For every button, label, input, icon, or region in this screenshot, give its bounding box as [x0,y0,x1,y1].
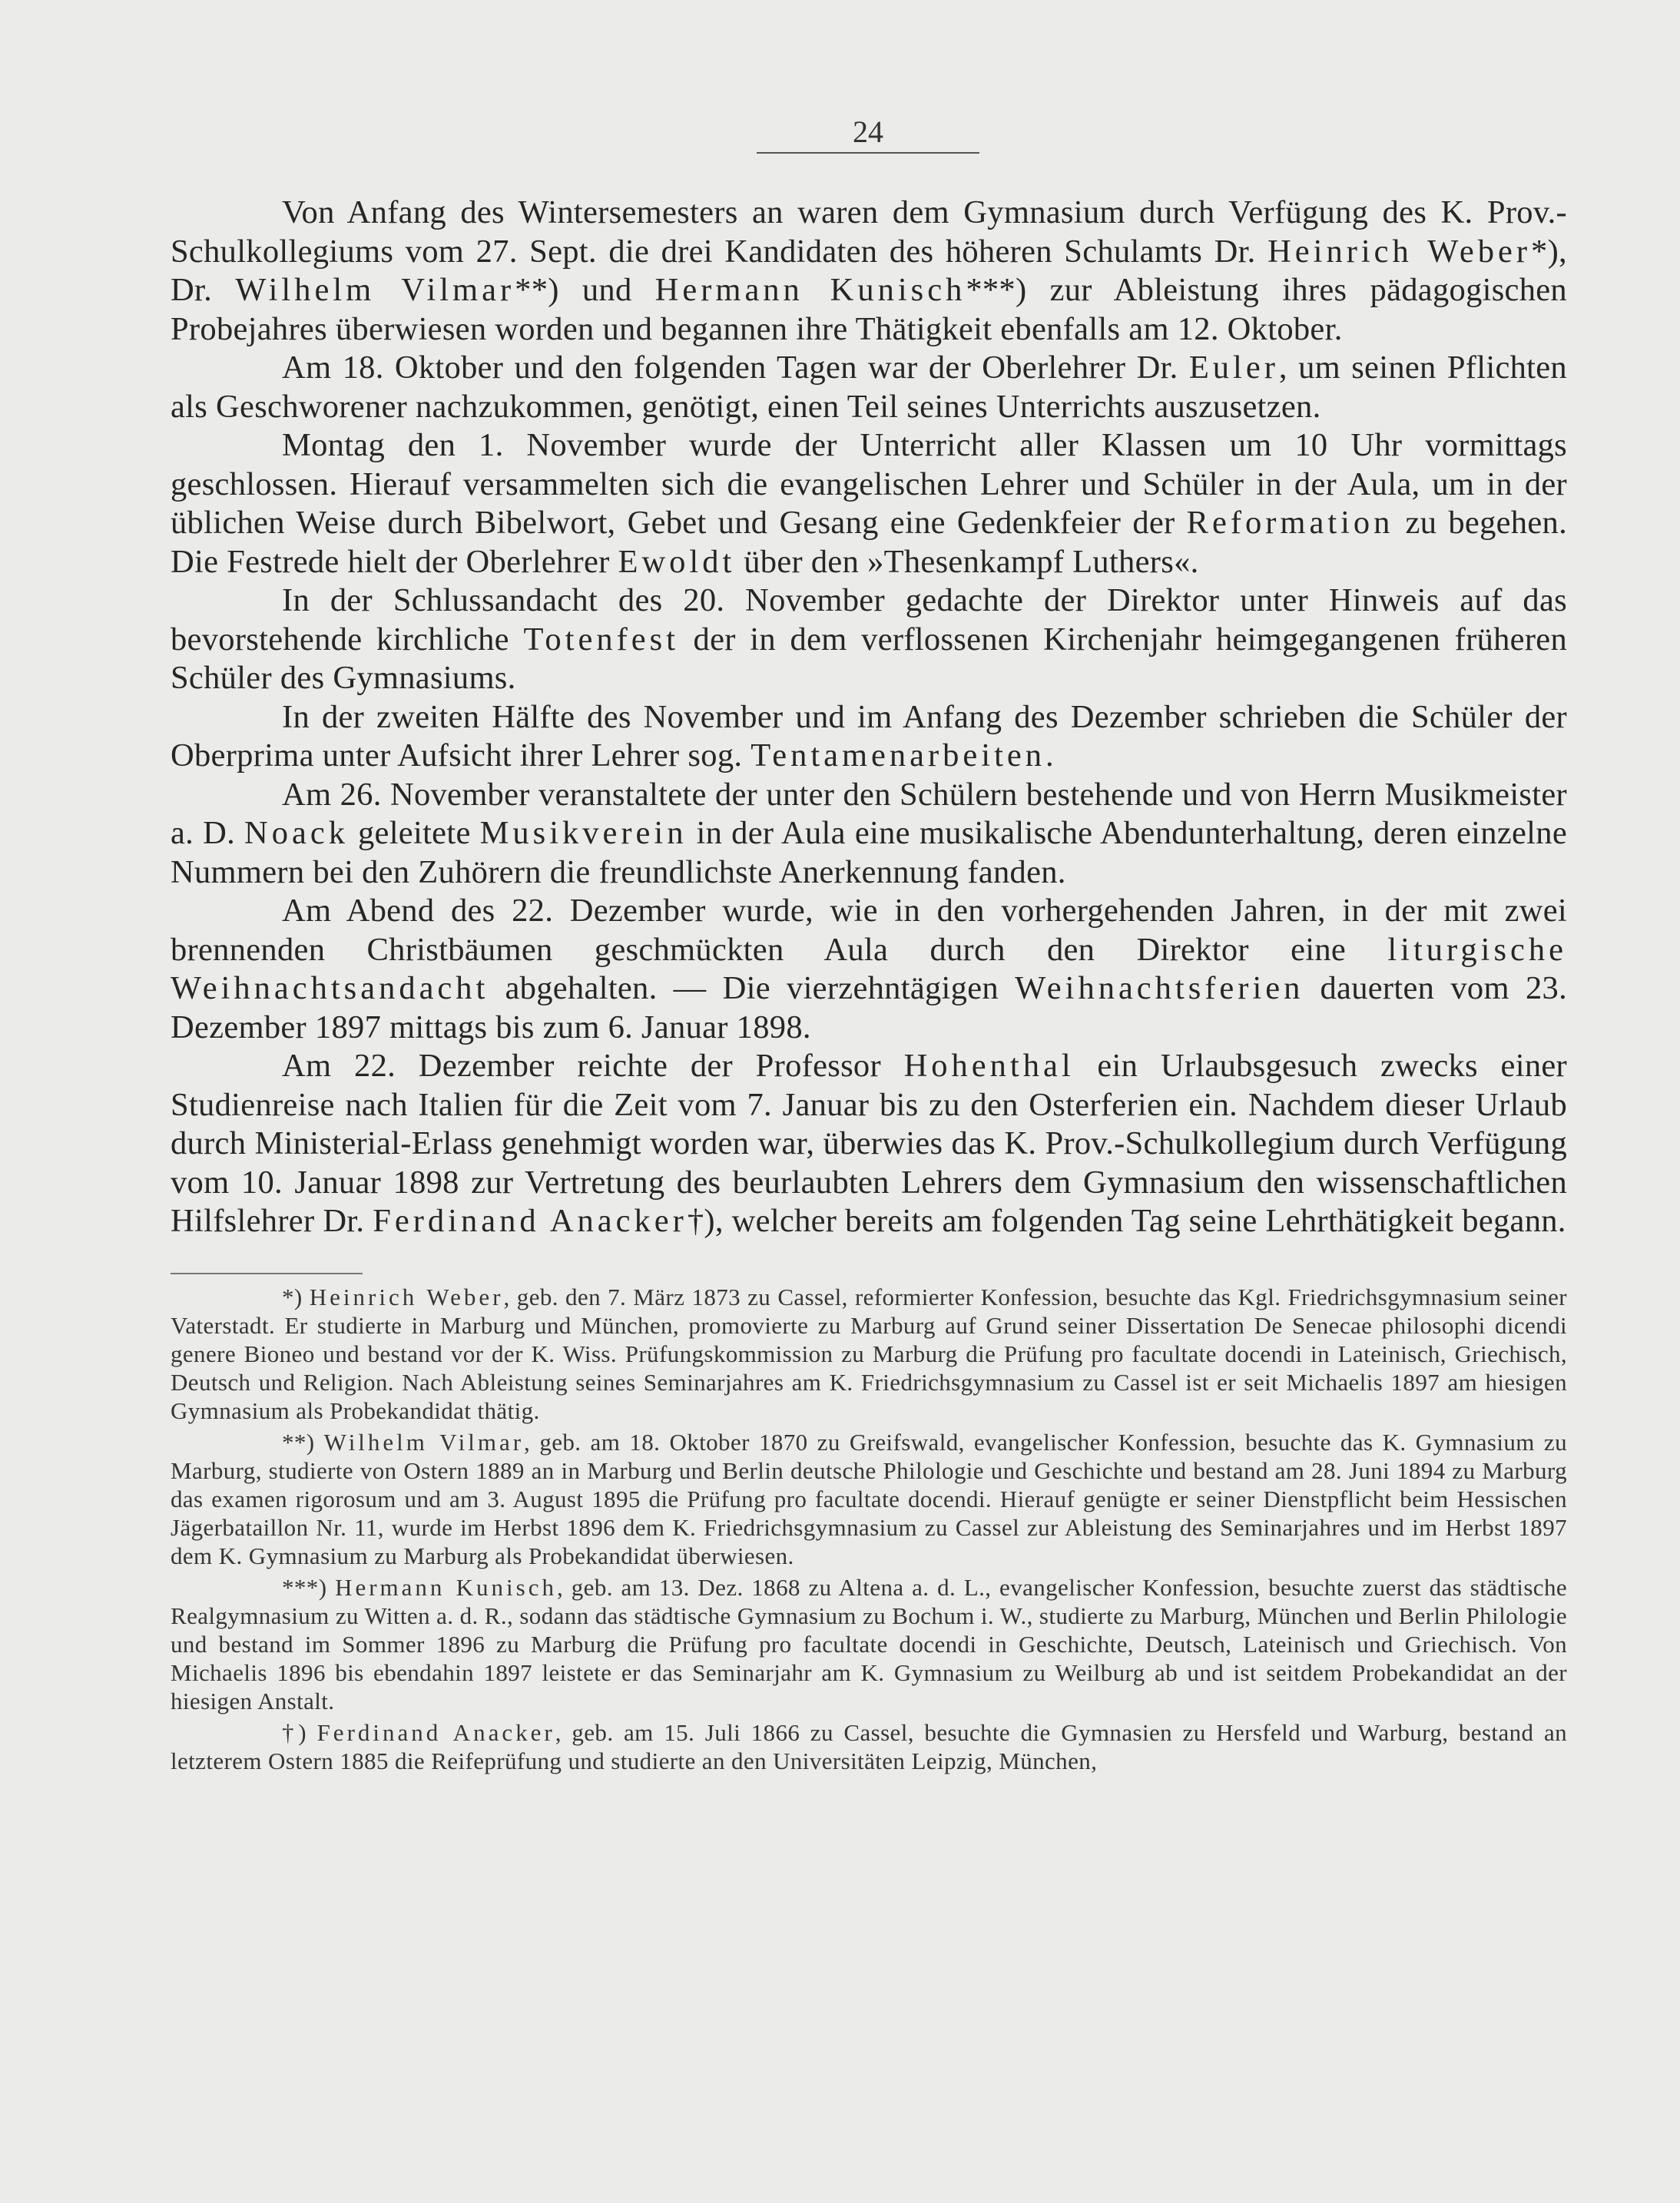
paragraph-text: , um seinen Pflichten als Geschworener nachzukommen, genötigt, einen Teil seines Unterrichts auszusetzen. [171,349,1567,425]
footnote-name: Heinrich Weber [309,1284,504,1310]
page-number: 24 [853,114,883,149]
spaced-emphasis: Euler [1188,349,1279,386]
paragraph-text: ***) zur Ableistung ihres pädagogischen Probejahres überwiesen worden und begannen ihre Thätigkeit ebenfalls am 12. Oktober. [171,272,1567,347]
footnote-mark: ***) [282,1574,327,1601]
footnote-name: Wilhelm Vilmar [323,1429,525,1456]
paragraph-text: geleitete [348,815,480,851]
footnote [171,1428,1567,1570]
paragraph-text: über den »Thesenkampf Luthers«. [735,543,1199,580]
paragraph-text: abgehalten. — Die vierzehntägigen [489,970,1016,1006]
footnote-separator [171,1273,363,1274]
footnote-mark: **) [282,1429,315,1456]
footnote-text: , geb. am 15. Juli 1866 zu Cassel, besuchte die Gymnasien zu Hersfeld und Warburg, bestand an letzterem Ostern 1885 die Reifeprüfung und studierte an den Universitäten Leipzig, München, [171,1719,1568,1774]
spaced-emphasis: Noack [244,815,349,851]
footnote [171,1718,1567,1775]
body-paragraph [171,194,1567,349]
footnote-mark: †) [282,1719,307,1746]
footnote [171,1283,1567,1425]
page-number-rule [757,152,979,154]
footnotes [171,1283,1567,1778]
spaced-emphasis: Musikverein [479,815,688,851]
paragraph-text: in der Aula eine musikalische Abendunterhaltung, deren einzelne Nummern bei den Zuhörern die freundlichste Anerkennung fanden. [171,815,1567,890]
body-paragraph [171,892,1567,1047]
footnote [171,1573,1567,1715]
paragraph-text: Am 18. Oktober und den folgenden Tagen war der Oberlehrer Dr. [282,349,1189,386]
paragraph-text: dauerten vom 23. Dezember 1897 mittags bis zum 6. Januar 1898. [171,970,1567,1045]
spaced-emphasis: Ferdinand Anacker [373,1203,688,1239]
main-text [171,194,1567,1241]
paragraph-text: . [1045,737,1054,774]
paragraph-text: **) und [515,272,655,308]
spaced-emphasis: Tentamenarbeiten [751,737,1046,774]
paragraph-text: Montag den 1. November wurde der Unterricht aller Klassen um 10 Uhr vormittags geschlossen. Hierauf versammelten sich die evangelischen Lehrer und Schüler in der Aula, um in der üblichen Weise durch Bibelwort, Gebet und Gesang eine Gedenkfeier der [171,427,1567,541]
paragraph-text: Am Abend des 22. Dezember wurde, wie in den vorhergehenden Jahren, in der mit zwei brennenden Christbäumen geschmückten Aula durch den Direktor eine [171,893,1567,968]
paragraph-text: zu begehen. Die Festrede hielt der Oberlehrer [171,505,1567,580]
body-paragraph [171,349,1567,426]
spaced-emphasis: liturgische Weihnachtsandacht [171,931,1567,1006]
footnote-text: , geb. den 7. März 1873 zu Cassel, reformierter Konfession, besuchte das Kgl. Friedrichsgymnasium seiner Vaterstadt. Er studierte in Marburg und München, promovierte zu Marburg auf Grund seiner Dissertation De Senecae philosophi dicendi genere Bioneo und bestand vor der K. Wiss. Prüfungskommission zu Marburg die Prüfung pro facultate docendi in Lateinisch, Griechisch, Deutsch und Religion. Nach Ableistung seines Seminarjahres am K. Friedrichsgymnasium zu Cassel ist er seit Michaelis 1897 am hiesigen Gymnasium als Probekandidat thätig. [171,1284,1568,1424]
spaced-emphasis: Wilhelm Vilmar [235,272,515,308]
footnote-name: Ferdinand Anacker [316,1719,555,1746]
paragraph-text: Am 22. Dezember reichte der Professor [282,1048,904,1084]
body-paragraph [171,426,1567,581]
paragraph-text: In der Schlussandacht des 20. November gedachte der Direktor unter Hinweis auf das bevorstehende kirchliche [171,582,1567,658]
spaced-emphasis: Weihnachtsferien [1015,970,1304,1006]
paragraph-text: Am 26. November veranstaltete der unter den Schülern bestehende und von Herrn Musikmeister a. D. [171,776,1567,851]
spaced-emphasis: Hermann Kunisch [654,272,966,308]
body-paragraph [171,1047,1567,1241]
spaced-emphasis: Hohenthal [903,1048,1075,1084]
footnote-text: , geb. am 13. Dez. 1868 zu Altena a. d. L., evangelischer Konfession, besuchte zuerst das städtische Realgymnasium zu Witten a. d. R., sodann das städtische Gymnasium zu Bochum i. W., studierte zu Marburg, München und Berlin Philologie und bestand im Sommer 1896 zu Marburg die Prüfung pro facultate docendi in Geschichte, Deutsch, Lateinisch und Griechisch. Von Michaelis 1896 bis ebendahin 1897 leistete er das Seminarjahr am K. Gymnasium zu Weilburg ab und ist seitdem Probekandidat an der hiesigen Anstalt. [171,1574,1568,1714]
body-paragraph [171,698,1567,776]
paragraph-text: *), Dr. [171,233,1567,308]
paragraph-text: In der zweiten Hälfte des November und im Anfang des Dezember schrieben die Schüler der Oberprima unter Aufsicht ihrer Lehrer sog. [171,698,1567,774]
paragraph-text: Von Anfang des Wintersemesters an waren dem Gymnasium durch Verfügung des K. Prov.-Schulkollegiums vom 27. Sept. die drei Kandidaten des höheren Schulamts Dr. [171,194,1567,270]
paragraph-text: †), welcher bereits am folgenden Tag seine Lehrthätigkeit begann. [687,1203,1566,1239]
paragraph-text: ein Urlaubsgesuch zwecks einer Studienreise nach Italien für die Zeit vom 7. Januar bis zu den Osterferien ein. Nachdem dieser Urlaub durch Ministerial-Erlass genehmigt worden war, überwies das K. Prov.-Schulkollegium durch Verfügung vom 10. Januar 1898 zur Vertretung des beurlaubten Lehrers dem Gymnasium den wissenschaftlichen Hilfslehrer Dr. [171,1048,1567,1239]
paragraph-text: der in dem verflossenen Kirchenjahr heimgegangenen früheren Schüler des Gymnasiums. [171,621,1568,696]
footnote-text: , geb. am 18. Oktober 1870 zu Greifswald, evangelischer Konfession, besuchte das K. Gymnasium zu Marburg, studierte von Ostern 1889 an in Marburg und Berlin deutsche Philologie und Geschichte und bestand am 28. Juni 1894 zu Marburg das examen rigorosum und am 3. August 1895 die Prüfung pro facultate docendi. Hierauf genügte er seiner Dienstpflicht beim Hessischen Jägerbataillon Nr. 11, wurde im Herbst 1896 dem K. Friedrichsgymnasium zu Cassel zur Ableistung des Seminarjahres und im Herbst 1897 dem K. Gymnasium zu Marburg als Probekandidat überwiesen. [171,1429,1567,1569]
spaced-emphasis: Totenfest [523,621,679,658]
footnote-name: Hermann Kunisch [335,1574,557,1601]
body-paragraph [171,581,1567,698]
spaced-emphasis: Heinrich Weber [1267,233,1532,270]
body-paragraph [171,776,1567,893]
spaced-emphasis: Ewoldt [618,543,736,580]
spaced-emphasis: Reformation [1186,505,1394,541]
footnote-mark: *) [282,1284,303,1310]
